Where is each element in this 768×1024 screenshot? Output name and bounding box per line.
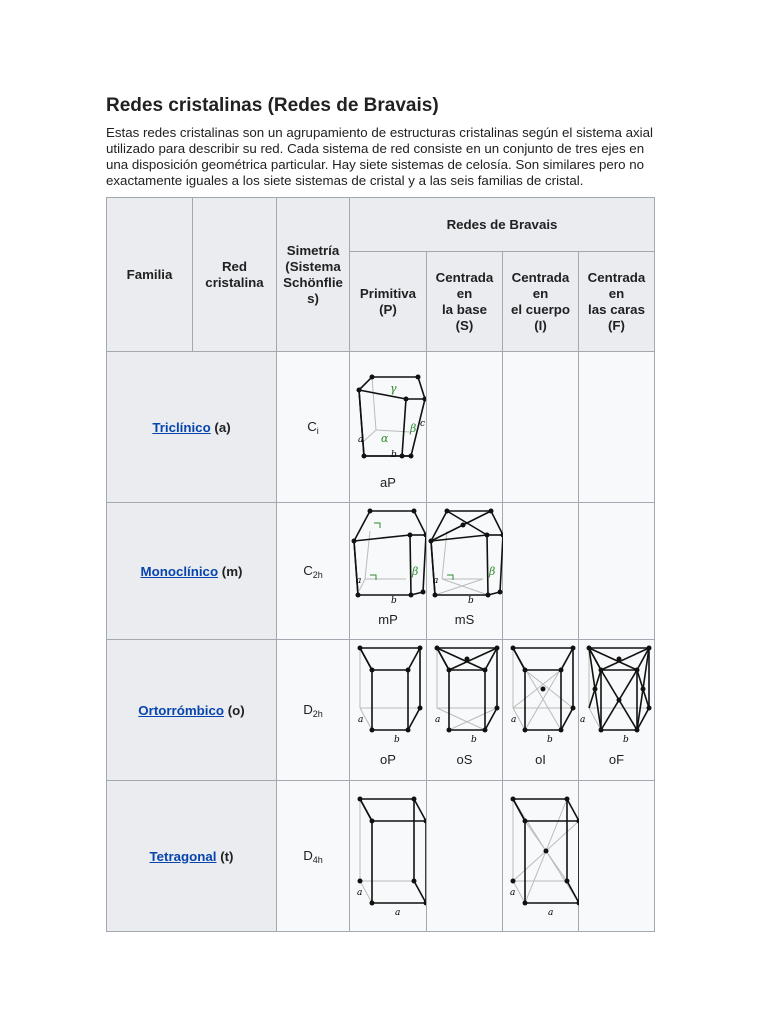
axis-b-label: b	[547, 735, 553, 745]
lattice-cell-tI	[503, 781, 579, 932]
header-centrada-cuerpo: Centrada en el cuerpo (I)	[503, 252, 579, 352]
lattice-label: oS	[456, 752, 473, 767]
lattice-label: oF	[608, 752, 625, 767]
family-cell	[107, 503, 277, 640]
beta-label: β	[489, 565, 496, 578]
lattice-cell-aP	[350, 352, 427, 503]
axis-b-label: b	[471, 735, 477, 745]
lattice-cell-empty	[427, 781, 503, 932]
family-code: (a)	[214, 419, 231, 435]
lattice-cell-empty	[579, 781, 655, 932]
lattice-cell-empty	[579, 503, 655, 640]
lattice-tI-diagram	[503, 781, 579, 931]
lattice-cell-oF	[579, 640, 655, 781]
lattice-label: mS	[454, 612, 475, 627]
table-row-ortorrombico	[107, 640, 655, 781]
lattice-label: oP	[380, 752, 396, 767]
header-redes-de-bravais: Redes de Bravais	[350, 198, 655, 252]
table-row-triclinico	[107, 352, 655, 503]
family-cell	[107, 781, 277, 932]
beta-label: β	[410, 422, 417, 435]
header-familia: Familia	[107, 198, 193, 352]
axis-b-label: b	[391, 450, 397, 460]
table-row-tetragonal	[107, 781, 655, 932]
lattice-cell-empty	[427, 352, 503, 503]
lattice-cell-tP	[350, 781, 427, 932]
page-title: Redes cristalinas (Redes de Bravais)	[106, 95, 439, 116]
axis-a-label: a	[395, 908, 401, 918]
axis-a-label: a	[356, 576, 362, 586]
symmetry-cell: $C_i$	[277, 352, 350, 503]
axis-c-label: c	[420, 419, 426, 429]
intro-paragraph: Estas redes cristalinas son un agrupamiento de estructuras cristalinas según el sistema axial utilizado para describir su red. Cada sistema de red consiste en un conjunto de tres ejes en una disposición geométrica particular. Hay siete sistemas de celosía. Son similares pero no exactamente iguales a los siete sistemas de cristal y a las seis familias de cristal.	[106, 125, 653, 188]
lattice-label: mP	[378, 612, 398, 627]
axis-a-label: a	[511, 715, 517, 725]
family-link-monoclinico[interactable]: Monoclínico	[140, 563, 219, 579]
header-simetria: Simetría (Sistema Schönflie s)	[277, 198, 350, 352]
axis-a-label: a	[358, 715, 364, 725]
beta-label: β	[412, 565, 419, 578]
axis-a-label: a	[580, 715, 586, 725]
symmetry-cell: $D_{2h}$	[277, 640, 350, 781]
family-code: (t)	[220, 848, 234, 864]
axis-a-label: a	[510, 888, 516, 898]
lattice-cell-mP	[350, 503, 427, 640]
alpha-label: α	[381, 432, 389, 445]
family-cell	[107, 352, 277, 503]
lattice-cell-empty	[503, 352, 579, 503]
bravais-table	[106, 197, 655, 932]
axis-b-label: b	[468, 596, 474, 606]
lattice-cell-mS	[427, 503, 503, 640]
lattice-cell-oP	[350, 640, 427, 781]
family-cell	[107, 640, 277, 781]
axis-a-label: a	[357, 888, 363, 898]
family-link-ortorrombico[interactable]: Ortorrómbico	[138, 702, 224, 718]
lattice-cell-oI	[503, 640, 579, 781]
header-primitiva: Primitiva (P)	[350, 252, 427, 352]
table-row-monoclinico	[107, 503, 655, 640]
axis-a-label: a	[358, 435, 364, 445]
gamma-label: γ	[390, 382, 397, 395]
lattice-cell-empty	[503, 503, 579, 640]
family-link-triclinico[interactable]: Triclínico	[152, 419, 211, 435]
axis-a-label: a	[435, 715, 441, 725]
axis-b-label: b	[623, 735, 629, 745]
header-centrada-caras: Centrada en las caras (F)	[579, 252, 655, 352]
axis-a-label: a	[548, 908, 554, 918]
symmetry-cell: $D_{4h}$	[277, 781, 350, 932]
axis-b-label: b	[391, 596, 397, 606]
family-link-tetragonal[interactable]: Tetragonal	[149, 848, 217, 864]
header-centrada-base: Centrada en la base (S)	[427, 252, 503, 352]
header-red-cristalina: Red cristalina	[193, 198, 277, 352]
family-code: (m)	[221, 563, 243, 579]
lattice-label: aP	[380, 475, 396, 490]
family-code: (o)	[227, 702, 245, 718]
lattice-tP-diagram	[350, 781, 426, 931]
lattice-label: oI	[535, 752, 546, 767]
axis-a-label: a	[433, 576, 439, 586]
lattice-cell-oS	[427, 640, 503, 781]
symmetry-cell: $C_{2h}$	[277, 503, 350, 640]
lattice-cell-empty	[579, 352, 655, 503]
axis-b-label: b	[394, 735, 400, 745]
